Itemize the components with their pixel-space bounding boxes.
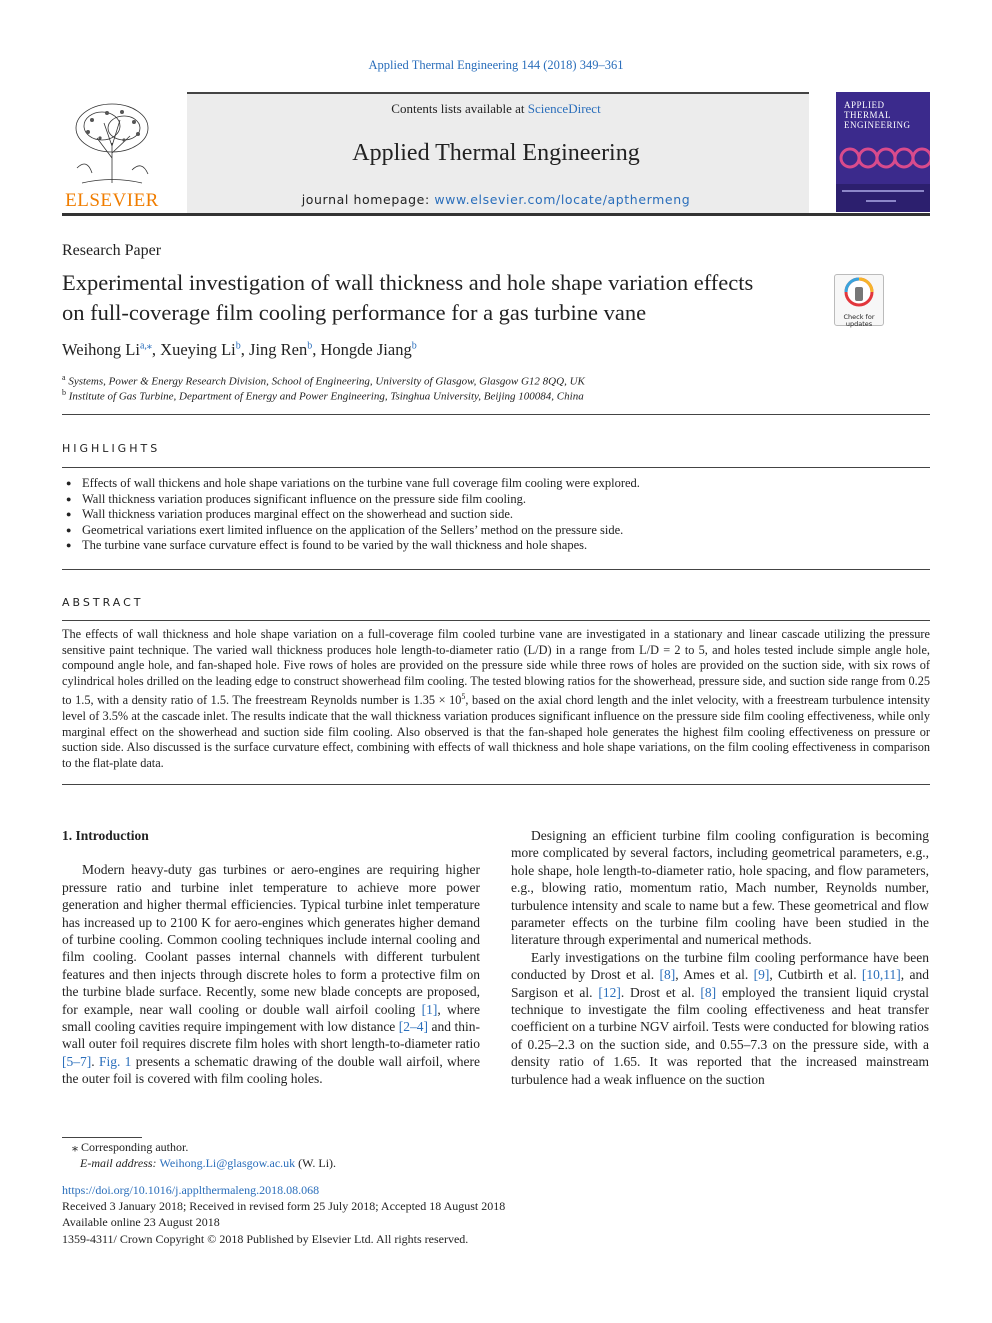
online-date: Available online 23 August 2018 bbox=[62, 1215, 220, 1230]
copyright-line: 1359-4311/ Crown Copyright © 2018 Published by Elsevier Ltd. All rights reserved. bbox=[62, 1231, 469, 1246]
contents-line: Contents lists available at ScienceDirect bbox=[391, 101, 601, 116]
elsevier-wordmark: ELSEVIER bbox=[65, 190, 159, 211]
abstract-text: The effects of wall thickness and hole shape variation on a full-coverage film cooled turbine vane are investigated in a stationary and linear cascade utilizing the pressure sensitive paint technique. The varied wall thickness produces hole length-to-diameter ratio (L/D) in a range from L/D = 2 to 5, and holes tested include simple angle hole, compound angle hole, and fan-shaped hole. Five rows of holes are provided on the pressure side while three rows of holes are provided on the suction side, with six rows of cylindrical holes drilled on the leading edge to construct showerhead film cooling. The tested blowing ratios for the showerhead, pressure side, and suction side range from 0.25 to 1.5, with a density ratio of 1.5. The freestream Reynolds number is $1.35 \times 10^5$, based on the axial chord length and the inlet velocity, with a freestream turbulence intensity level of 3.5% at the cascade inlet. The results indicate that the wall thickness variation produces significant influence on the pressure side film cooling effectiveness, while only marginal effect on the showerhead and suction side film cooling. Also observed is that the fan-shaped hole generates the highest film cooling effectiveness on pressure or suction side. Also discussed is the surface curvature effect, combining with effects of wall thickness and hole shape variations, on the film cooling effectiveness in comparison to the flat-plate data. bbox=[62, 627, 930, 770]
author-name[interactable]: Hongde Jiang bbox=[320, 340, 412, 359]
highlights-list bbox=[66, 476, 926, 554]
email-note: E-mail address: Weihong.Li@glasgow.ac.uk (W. Li). bbox=[80, 1156, 337, 1170]
header-rule bbox=[62, 213, 930, 216]
citation-link[interactable]: [10,11] bbox=[861, 967, 901, 983]
section-heading-introduction: 1. Introduction bbox=[62, 828, 149, 843]
abstract-heading: ABSTRACT bbox=[62, 596, 144, 609]
cover-title: APPLIED THERMAL ENGINEERING bbox=[844, 100, 911, 130]
paragraph: Designing an efficient turbine film cooling configuration is becoming more complicated by several factors, including geometrical parameters, e.g., hole shape, hole length-to-diameter ratio, hole spacing, and flow parameters, e.g., blowing ratio, momentum ratio, Mach number, Reynolds number, turbulence intensity and scale to name but a few. These geometrical and flow parameter effects on the turbine film cooling have been studied in the literature through experimental and numerical methods. bbox=[511, 828, 929, 948]
citation-link[interactable]: [8] bbox=[659, 967, 676, 983]
paragraph: Early investigations on the turbine film cooling performance have been conducted by Drost et al. [8], Ames et al. [9], Cutbirth et al. [10,11], and Sargison et al. [12]. Drost et al. [8] employed the transient liquid crystal technique to investigate the film cooling effectiveness and heat transfer coefficient on a turbine NGV airfoil. Tests were conducted for blowing ratios of 0.25–2.3 on the suction side, and 0.55–7.3 on the pressure side, with a density ratio of 1.65. It was reported that the increased mainstream turbulence had a weak influence on the suction bbox=[511, 949, 929, 1087]
citation-link[interactable]: [12] bbox=[598, 984, 621, 1000]
journal-homepage: journal homepage: www.elsevier.com/locate/apthermeng bbox=[301, 192, 691, 207]
list-item: ● Wall thickness variation produces significant influence on the pressure side film cooling. bbox=[66, 492, 926, 508]
citation-link[interactable]: [5–7] bbox=[62, 1053, 92, 1069]
divider bbox=[62, 414, 930, 415]
divider bbox=[62, 467, 930, 468]
list-item: ● Wall thickness variation produces marginal effect on the showerhead and suction side. bbox=[66, 507, 926, 523]
journal-cover-thumbnail[interactable] bbox=[836, 92, 930, 212]
body-left-column bbox=[62, 827, 480, 1088]
received-dates: Received 3 January 2018; Received in revised form 25 July 2018; Accepted 18 August 2018 bbox=[62, 1199, 506, 1214]
citation-link[interactable]: [9] bbox=[753, 967, 770, 983]
article-title: Experimental investigation of wall thickness and hole shape variation effects on full-coverage film cooling performance for a gas turbine vane bbox=[62, 270, 754, 325]
author-name[interactable]: Xueying Li bbox=[160, 340, 236, 359]
affiliation: $^b$ Institute of Gas Turbine, Department of Energy and Power Engineering, Tsinghua University, Beijing 100084, China bbox=[62, 388, 584, 403]
divider bbox=[62, 620, 930, 621]
list-item: ● The turbine vane surface curvature effect is found to be varied by the wall thickness and hole shapes. bbox=[66, 538, 926, 554]
highlights-heading: HIGHLIGHTS bbox=[62, 442, 161, 455]
figure-link[interactable]: Fig. 1 bbox=[98, 1053, 132, 1069]
divider bbox=[62, 784, 930, 785]
list-item: ● Effects of wall thickens and hole shape variations on the turbine vane full coverage film cooling were explored. bbox=[66, 476, 926, 492]
corresponding-author-note: ⁎ Corresponding author. bbox=[72, 1140, 189, 1154]
affiliation: $^a$ Systems, Power & Energy Research Division, School of Engineering, University of Glasgow, Glasgow G12 8QQ, UK bbox=[62, 373, 585, 388]
footnote-rule bbox=[62, 1137, 142, 1138]
citation-link[interactable]: [2–4] bbox=[398, 1019, 429, 1035]
author-name[interactable]: Jing Ren bbox=[249, 340, 308, 359]
journal-reference-link[interactable]: Applied Thermal Engineering 144 (2018) 349–361 bbox=[368, 58, 624, 72]
author-list: Weihong $Li^{a,⁎}$, Xueying Li$^b$, Jing Ren$^b$, Hongde Jiang$^b$ bbox=[62, 340, 417, 359]
email-link[interactable]: Weihong.Li@glasgow.ac.uk bbox=[159, 1156, 296, 1170]
homepage-link[interactable]: www.elsevier.com/locate/apthermeng bbox=[434, 192, 691, 207]
doi-link[interactable]: https://doi.org/10.1016/j.applthermaleng.2018.08.068 bbox=[62, 1183, 320, 1197]
list-item: ● Geometrical variations exert limited influence on the application of the Sellers’ method on the pressure side. bbox=[66, 523, 926, 539]
sciencedirect-link[interactable]: ScienceDirect bbox=[527, 101, 601, 116]
footnotes bbox=[62, 1139, 336, 1171]
check-for-updates-button[interactable] bbox=[834, 274, 884, 326]
crossmark-icon bbox=[835, 275, 883, 309]
author-name[interactable]: Weihong Li bbox=[62, 340, 140, 359]
citation-link[interactable]: [1] bbox=[421, 1001, 438, 1017]
divider bbox=[62, 569, 930, 570]
article-type: Research Paper bbox=[62, 242, 162, 259]
paragraph: Modern heavy-duty gas turbines or aero-engines are requiring higher pressure ratio and turbine inlet temperature to achieve more power generation and higher thermal efficiencies. Typical turbine inlet temperature has increased up to 2100 K for aero-engines which generates higher demand of turbine cooling. Common cooling techniques include internal cooling and film cooling. Coolant passes internal channels with different turbulent features and then injects through discrete holes to form a protective film on the turbine blade surface. Recently, some new blade concepts are proposed, for example, near wall cooling or double wall airfoil cooling [1], where small cooling cavities require impingement with low distance [2–4] and thin-wall outer foil requires discrete film holes with short length-to-diameter ratio [5–7]. Fig. 1 presents a schematic drawing of the double wall airfoil, where the outer foil is covered with film cooling holes. bbox=[62, 862, 480, 1087]
body-right-column bbox=[511, 827, 929, 1088]
citation-link[interactable]: [8] bbox=[700, 984, 717, 1000]
crossmark-label: Check for updates bbox=[843, 313, 875, 328]
publication-info bbox=[62, 1182, 505, 1247]
journal-name: Applied Thermal Engineering bbox=[352, 140, 640, 166]
